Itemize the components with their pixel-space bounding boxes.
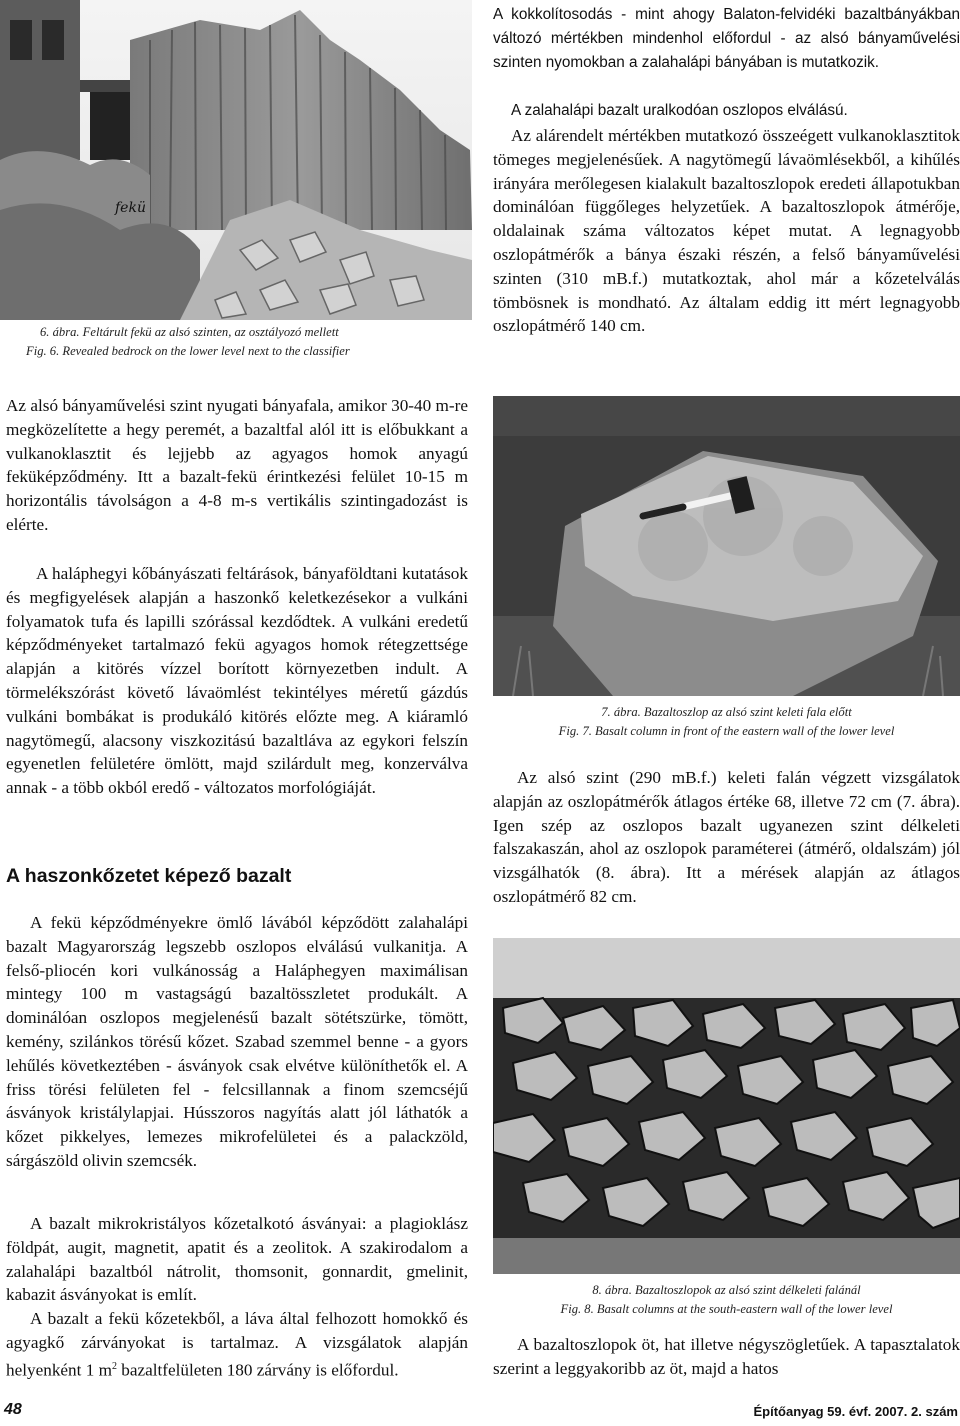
left-p5-text	[6, 1307, 468, 1382]
right-p4-text: Az alsó szint (290 mB.f.) keleti falán végzett vizsgálatok alapján az oszlopátmérők átlagos értéke 68, illetve 72 cm (7. ábra). Igen szép az oszlopos bazalt ugyanezen szint délkeleti falszakaszán, ahol az oszlopok paraméterei (átmérő, oldalszám) jól vizsgálhatók (8. ábra). Itt a mérések alapján az átlagos oszlopátmérő 82 cm.	[493, 768, 960, 906]
right-paragraph-3	[493, 124, 960, 338]
fig6-caption-hu: 6. ábra. Feltárult fekü az alsó szinten, az osztályozó mellett	[40, 325, 339, 339]
fig7-caption	[493, 703, 960, 741]
right-p5-text: A bazaltoszlopok öt, hat illetve négyszögletűek. A tapasztalatok szerint a leggyakoribb az öt, majd a hatos	[493, 1335, 960, 1378]
fig8-caption	[493, 1281, 960, 1319]
right-paragraph-5	[493, 1333, 960, 1381]
section-heading: A haszonkőzetet képező bazalt	[6, 865, 292, 887]
left-paragraph-4	[6, 1212, 468, 1307]
right-paragraph-2	[493, 99, 960, 123]
page-number: 48	[4, 1401, 22, 1418]
fig6-photo-label: fekü	[115, 200, 146, 216]
left-p5-a: A bazalt a fekü kőzetekből, a láva által felhozott homokkő és agyagkő zárványokat is tartalmaz. A vizsgálatok alapján helyenként 1 m	[6, 1309, 468, 1380]
left-p5-b: bazaltfelületen 180 zárvány is előfordul.	[116, 1360, 399, 1380]
left-p1-text: Az alsó bányaművelési szint nyugati bányafala, amikor 30-40 m-re megközelítette a hegy peremét, a bazaltfal alól itt is előbukkant a vulkanoklasztit és lejjebb az agyagos homok anyagú feküképződmény. Itt a bazalt-fekü érintkezési felület 10-15 m horizontális távolságon a 4-8 m-s vertikális szintingadozást is elérte.	[6, 396, 468, 534]
left-p4-text: A bazalt mikrokristályos kőzetalkotó ásványai: a plagioklász földpát, augit, magnetit, apatit és a zeolitok. A szakirodalom a zalahalápi bazaltból nátrolit, thomsonit, gonnardit, gmelinit, kabazit ásványokat is említ.	[6, 1214, 468, 1305]
left-paragraph-5	[6, 1307, 468, 1382]
right-p3-text: Az alárendelt mértékben mutatkozó összeégett vulkanoklasztitok tömeges megjelenésűek. A nagytömegű lávaömlésekből, a kihűlés irányára merőlegesen kialakult bazaltoszlopok eredeti állapotukban dominálóan függőleges helyzetűek. A bazaltoszlopok átmérője, oldalainak száma változatos képet mutat. A legnagyobb oszlopátmérők a bánya északi részén, a felső bányaművelési szinten (310 mB.f.) mutatkoztak, ahol már a kőzetelválás tömbösnek is mondható. Az általam eddig itt mért legnagyobb oszlopátmérő 140 cm.	[493, 126, 960, 336]
fig6-photo	[0, 0, 472, 320]
left-p3-text: A fekü képződményekre ömlő lávából képződött zalahalápi bazalt Magyarország legszebb oszlopos elválású vulkanitja. A felső-pliocén kori vulkánosság a Haláphegyen maximálisan mintegy 100 m vastagságú bazaltösszletet produkált. A dominálóan oszlopos megjelenésű bazalt sötétszürke, tömött, kemény, szilánkos törésű kőzet. Szabad szemmel benne - a gyors lehűlés következtében - ásványok csak elvétve különíthetők el. A friss törési felületen fel - felcsillannak a finom szemcséjű ásványok kristálylapjai. Hússzoros nagyítás alatt jól láthatók a kőzet pikkelyes, lemezes mikrofelületei és a palackzöld, sárgászöld olivin szemcsék.	[6, 913, 468, 1170]
right-paragraph-1	[493, 3, 960, 74]
left-paragraph-2	[6, 562, 468, 800]
fig8-caption-en: Fig. 8. Basalt columns at the south-eastern wall of the lower level	[560, 1302, 893, 1316]
left-paragraph-3	[6, 911, 468, 1173]
left-p5-sup: 2	[111, 1360, 117, 1372]
right-paragraph-4	[493, 766, 960, 909]
fig6-caption-en: Fig. 6. Revealed bedrock on the lower level next to the classifier	[26, 344, 350, 358]
fig7-caption-en: Fig. 7. Basalt column in front of the eastern wall of the lower level	[558, 724, 895, 738]
fig8-caption-hu: 8. ábra. Bazaltoszlopok az alsó szint délkeleti falánál	[592, 1283, 861, 1297]
right-p2-text: A zalahalápi bazalt uralkodóan oszlopos elválású.	[511, 102, 848, 119]
fig7-caption-hu: 7. ábra. Bazaltoszlop az alsó szint keleti fala előtt	[601, 705, 852, 719]
fig8-photo	[493, 938, 960, 1274]
fig6-caption	[26, 323, 470, 361]
left-p2-text: A haláphegyi kőbányászati feltárások, bányaföldtani kutatások és megfigyelések alapján a haszonkő keletkezésekor a vulkáni folyamatok tufa és lapilli szórással kezdődtek. A vulkáni eredetű képződményeket tartalmazó fekü agyagos homok rétegzettsége alapján a kitörés vízzel borított környezetben indult. A törmelékszórást követő lávaömlést tekintélyes méretű gázdús vulkáni bombákat is produkáló kitörés előzte meg. A kiáramló nagytömegű, alacsony viszkozitású bazaltláva az egykori felszín egyenetlen felületére ömlött, majd szilárdult meg, konzerválva annak - a több okból eredő - változatos morfológiáját.	[6, 564, 468, 798]
fig7-photo	[493, 396, 960, 696]
left-paragraph-1	[6, 394, 468, 537]
right-p1-text: A kokkolítosodás - mint ahogy Balaton-felvidéki bazaltbányákban változó mértékben mindenhol előfordul - az alsó bányaművelési szinten nyomokban a zalahalápi bányában is mutatkozik.	[493, 6, 960, 71]
journal-footer: Építőanyag 59. évf. 2007. 2. szám	[753, 1404, 958, 1419]
